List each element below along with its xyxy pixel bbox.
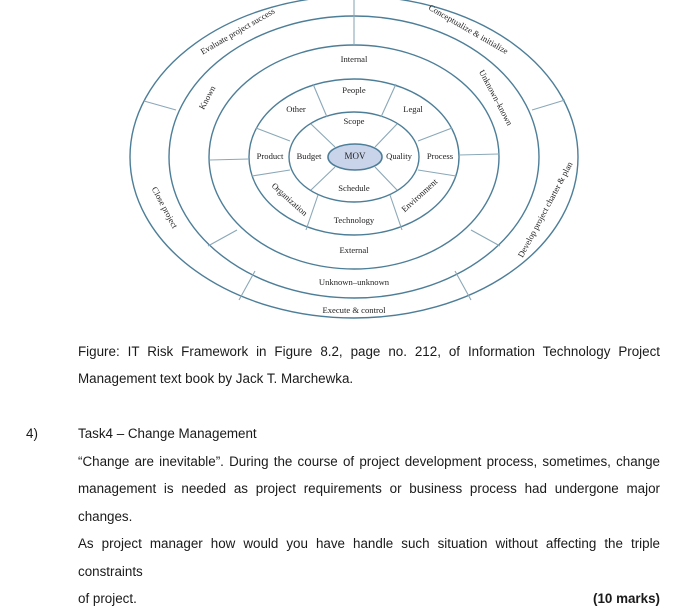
objective-quality: Quality xyxy=(386,150,412,161)
question-line-4: of project. xyxy=(78,591,137,606)
caption-line-2: Management text book by Jack T. Marchewka. xyxy=(78,371,354,386)
question-line-2: management is needed as project requirements or business process had undergone major changes. xyxy=(78,481,660,524)
category-process: Process xyxy=(426,150,454,161)
question-last-line xyxy=(78,585,660,613)
knowledge-unknown-known: Unknown–known xyxy=(477,67,515,128)
source-external: External xyxy=(339,244,369,255)
objective-schedule: Schedule xyxy=(338,182,370,193)
phase-evaluate-success: Evaluate project success xyxy=(198,5,277,57)
phase-close-project: Close project xyxy=(149,185,181,230)
phase-conceptualize: Conceptualize & initialize xyxy=(426,2,511,56)
category-people: People xyxy=(342,84,366,95)
question-title: Task4 – Change Management xyxy=(78,426,257,441)
category-product: Product xyxy=(256,150,284,161)
question-line-1: “Change are inevitable”. During the course of project development process, sometimes, change xyxy=(78,453,660,469)
mov-label: MOV xyxy=(344,151,366,162)
caption-line-1: Figure: IT Risk Framework in Figure 8.2, page no. 212, of Information Technology Project xyxy=(78,344,660,359)
category-environment: Environment xyxy=(399,176,440,214)
knowledge-known: Known xyxy=(196,83,218,112)
phase-execute-control: Execute & control xyxy=(322,304,386,315)
knowledge-unknown-unknown: Unknown–unknown xyxy=(318,276,390,287)
objective-budget: Budget xyxy=(296,150,322,161)
question-number: 4) xyxy=(26,426,38,441)
objective-scope: Scope xyxy=(343,115,365,126)
phase-develop-charter: Develop project charter & plan xyxy=(515,159,575,260)
category-legal: Legal xyxy=(403,103,423,114)
question-line-3: As project manager how would you have handle such situation without affecting the triple constraints xyxy=(78,536,660,579)
category-organization: Organization xyxy=(269,180,310,218)
figure-caption xyxy=(78,338,660,392)
question-marks: (10 marks) xyxy=(593,591,660,606)
question-body xyxy=(78,420,660,613)
category-other: Other xyxy=(286,103,306,114)
source-internal: Internal xyxy=(340,53,368,64)
category-technology: Technology xyxy=(333,214,375,225)
